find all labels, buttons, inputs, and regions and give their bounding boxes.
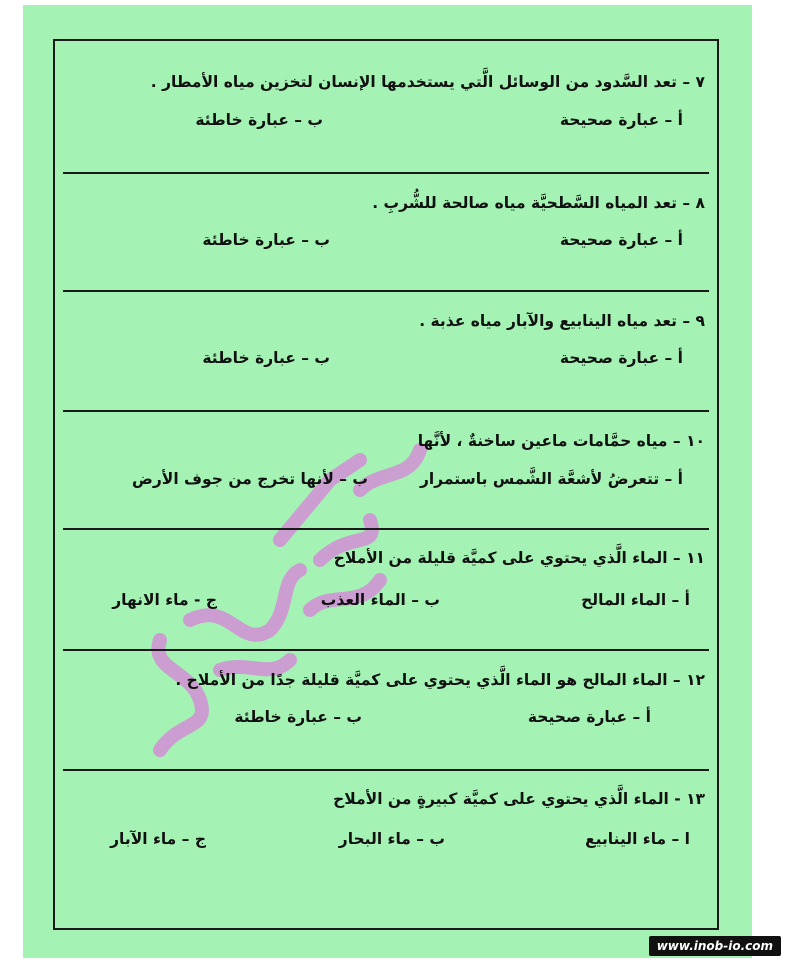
question-11-option-a: أ – الماء المالح [581,591,690,609]
question-divider [63,290,709,292]
question-divider [63,528,709,530]
question-11-option-c: ج - ماء الانهار [112,591,217,609]
question-10-option-b: ب – لأنها تخرج من جوف الأرض [132,470,368,488]
question-12-option-b: ب – عبارة خاطئة [234,708,362,726]
question-divider [63,410,709,412]
website-footer: www.inob-io.com [649,936,781,956]
question-13-option-b: ب – ماء البحار [338,830,445,848]
question-7-option-b: ب – عبارة خاطئة [195,111,323,129]
question-9-option-a: أ – عبارة صحيحة [559,349,683,367]
question-8-option-a: أ – عبارة صحيحة [559,231,683,249]
question-12-text: ١٢ – الماء المالح هو الماء الَّذي يحتوي على كميَّة قليلة جدًا من الأملاح . [175,671,705,689]
question-divider [63,172,709,174]
question-12-option-a: أ – عبارة صحيحة [527,708,651,726]
question-9-option-b: ب – عبارة خاطئة [202,349,330,367]
question-7-text: ٧ – تعد السَّدود من الوسائل الَّتي يستخدمها الإنسان لتخزين مياه الأمطار . [150,73,705,91]
question-8-option-b: ب – عبارة خاطئة [202,231,330,249]
question-11-text: ١١ – الماء الَّذي يحتوي على كميَّة قليلة من الأملاح [333,549,705,567]
question-9-text: ٩ – تعد مياه الينابيع والآبار مياه عذبة . [419,312,705,330]
question-10-option-a: أ – تتعرضُ لأشعَّة الشَّمس باستمرار [419,470,683,488]
question-13-option-a: ا – ماء الينابيع [585,830,690,848]
question-divider [63,649,709,651]
question-10-text: ١٠ – مياه حمَّامات ماعين ساخنةٌ ، لأنَّها [417,432,705,450]
question-8-text: ٨ – تعد المياه السَّطحيَّة مياه صالحة للشُّربِ . [372,194,705,212]
question-13-option-c: ج – ماء الآبار [110,830,206,848]
question-7-option-a: أ – عبارة صحيحة [559,111,683,129]
question-13-text: ١٣ - الماء الَّذي يحتوي على كميَّة كبيرةٍ من الأملاح [333,790,705,808]
question-divider [63,769,709,771]
question-11-option-b: ب – الماء العذب [320,591,440,609]
